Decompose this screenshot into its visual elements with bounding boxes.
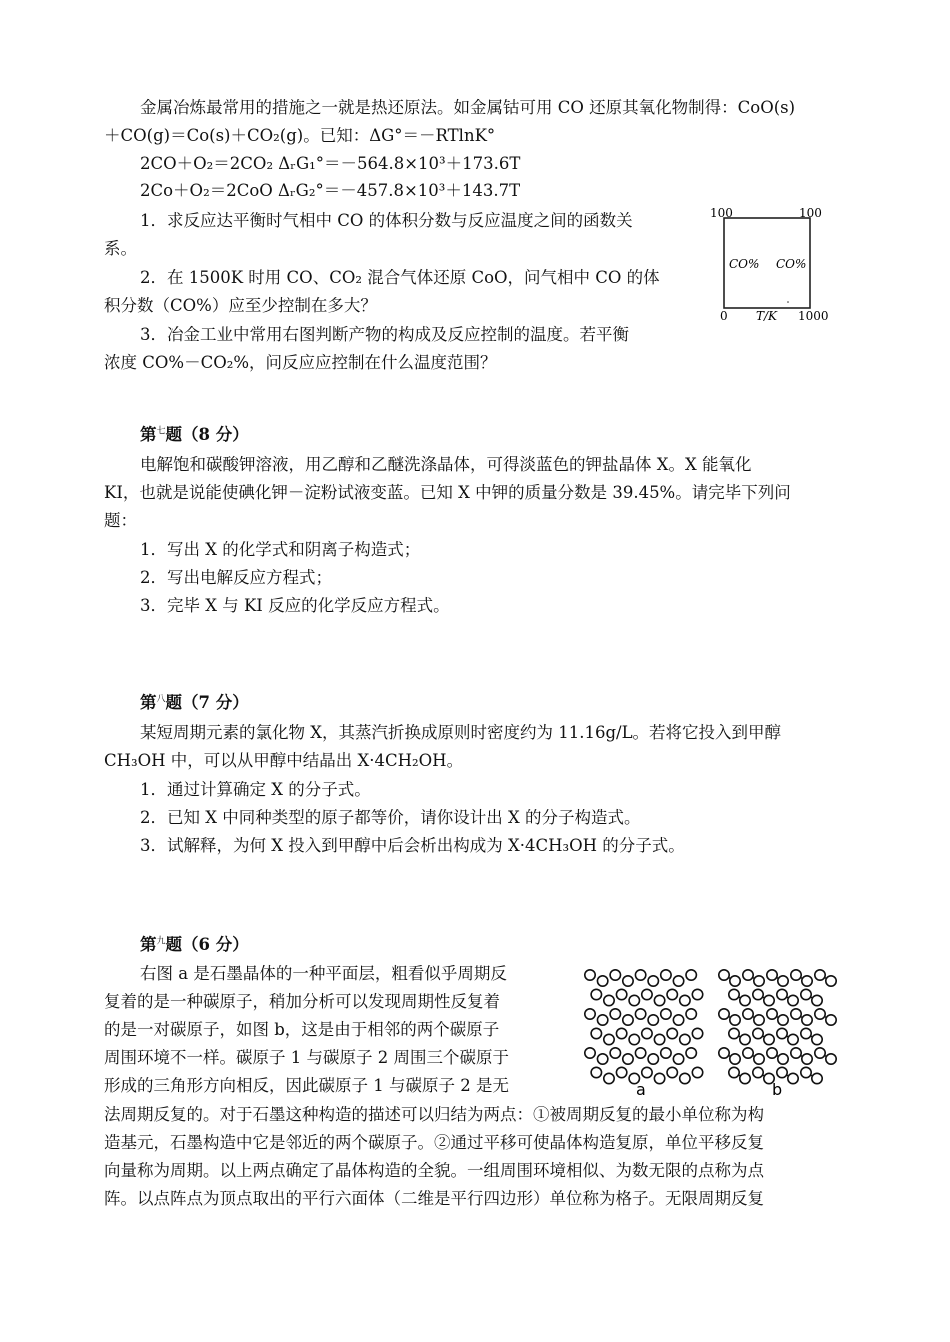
q7-item-3: 3．完毕 X 与 KI 反应的化学反应方程式。 xyxy=(140,596,450,615)
carbon-atom-2 xyxy=(788,995,798,1005)
carbon-atom-2 xyxy=(764,995,774,1005)
q9-line-7: 造基元，石墨构造中它是邻近的两个碳原子。②通过平移可使晶体构造复原，单位平移反复 xyxy=(104,1133,764,1152)
carbon-atom-2 xyxy=(826,1054,836,1064)
q9-line-5: 形成的三角形方向相反，因此碳原子 1 与碳原子 2 是无 xyxy=(104,1076,509,1095)
carbon-atom xyxy=(585,970,595,980)
carbon-atom xyxy=(642,989,652,999)
q8-title-suffix: 题（7 分） xyxy=(165,693,249,712)
carbon-atom xyxy=(686,1009,696,1019)
figure-dot xyxy=(787,301,789,303)
carbon-atom-1 xyxy=(801,989,811,999)
carbon-atom-2 xyxy=(740,1034,750,1044)
carbon-atom-2 xyxy=(730,976,740,986)
q8-title xyxy=(140,693,249,713)
carbon-atom-2 xyxy=(826,976,836,986)
carbon-atom-2 xyxy=(754,1015,764,1025)
carbon-atom xyxy=(648,1015,658,1025)
carbon-atom-2 xyxy=(778,1054,788,1064)
q6-item-1-cont: 系。 xyxy=(104,239,137,258)
q7-line-2: KI，也就是说能使碘化钾－淀粉试液变蓝。已知 X 中钾的质量分数是 39.45%。请完毕下列问 xyxy=(104,483,791,502)
carbon-atom-2 xyxy=(802,1015,812,1025)
carbon-atom xyxy=(680,995,690,1005)
carbon-atom-1 xyxy=(791,1048,801,1058)
q8-line-1: 某短周期元素的氯化物 X，其蒸汽折换成原则时密度约为 11.16g/L。若将它投入到甲醇 xyxy=(140,723,782,742)
carbon-atom-1 xyxy=(777,989,787,999)
carbon-atom-1 xyxy=(753,1028,763,1038)
carbon-atom xyxy=(692,1067,702,1077)
carbon-atom xyxy=(604,1034,614,1044)
carbon-atom-2 xyxy=(802,1054,812,1064)
q8-line-2: CH₃OH 中，可以从甲醇中结晶出 X·4CH₂OH。 xyxy=(104,751,464,770)
figure-bottom-right-label: 1000 xyxy=(798,309,829,323)
graphite-layer-figure-b xyxy=(712,965,840,1097)
carbon-atom xyxy=(623,1054,633,1064)
carbon-atom-1 xyxy=(815,1009,825,1019)
q6-item-2: 2．在 1500K 时用 CO、CO₂ 混合气体还原 CoO，问气相中 CO 的体 xyxy=(140,268,660,287)
carbon-atom-1 xyxy=(815,1048,825,1058)
q9-line-8: 向量称为周期。以上两点确定了晶体构造的全貌。一组周围环境相似、为数无限的点称为点 xyxy=(104,1161,764,1180)
carbon-atom-2 xyxy=(812,1073,822,1083)
carbon-atom xyxy=(610,1009,620,1019)
carbon-atom-1 xyxy=(767,970,777,980)
q7-title xyxy=(140,425,249,445)
carbon-atom xyxy=(635,970,645,980)
carbon-atom xyxy=(686,1048,696,1058)
carbon-atom xyxy=(648,976,658,986)
carbon-atom xyxy=(635,1048,645,1058)
carbon-atom-1 xyxy=(743,970,753,980)
carbon-atom-2 xyxy=(754,1054,764,1064)
carbon-atom xyxy=(642,1028,652,1038)
carbon-atom xyxy=(616,1067,626,1077)
carbon-atom-1 xyxy=(777,1028,787,1038)
carbon-atom-1 xyxy=(777,1067,787,1077)
carbon-atom-2 xyxy=(788,1034,798,1044)
q9-title-prefix: 第 xyxy=(140,935,157,954)
q9-line-4: 周围环境不一样。碳原子 1 与碳原子 2 周围三个碳原于 xyxy=(104,1048,509,1067)
carbon-atom xyxy=(585,1048,595,1058)
carbon-atom-2 xyxy=(764,1034,774,1044)
q9-line-3: 的是一对碳原子，如图 b，这是由于相邻的两个碳原子 xyxy=(104,1020,500,1039)
graphite-layer-figure-a xyxy=(580,965,705,1097)
figure-a-label: a xyxy=(636,1080,646,1097)
carbon-atom xyxy=(591,989,601,999)
figure-temperature-axis: T/K xyxy=(756,309,778,323)
graphite-b-lattice xyxy=(719,970,836,1084)
q7-item-2: 2．写出电解反应方程式； xyxy=(140,568,332,587)
carbon-atom-1 xyxy=(743,1009,753,1019)
carbon-atom-1 xyxy=(729,989,739,999)
carbon-atom xyxy=(692,1028,702,1038)
figure-top-left-label: 100 xyxy=(710,206,733,220)
q6-intro-line-2: ＋CO(g)＝Co(s)＋CO₂(g)。已知：ΔG°＝－RTlnK° xyxy=(104,126,496,145)
carbon-atom xyxy=(604,995,614,1005)
q8-item-2: 2．已知 X 中同种类型的原子都等价，请你设计出 X 的分子构造式。 xyxy=(140,808,641,827)
q8-item-1: 1．通过计算确定 X 的分子式。 xyxy=(140,780,371,799)
carbon-atom-2 xyxy=(740,995,750,1005)
figure-right-axis-label: CO% xyxy=(776,257,807,271)
carbon-atom-1 xyxy=(729,1067,739,1077)
carbon-atom xyxy=(661,1009,671,1019)
q6-intro-line-1: 金属冶炼最常用的措施之一就是热还原法。如金属钴可用 CO 还原其氧化物制得：CoO(s) xyxy=(140,98,796,117)
q7-title-suffix: 题（8 分） xyxy=(165,425,249,444)
carbon-atom xyxy=(616,1028,626,1038)
carbon-atom xyxy=(591,1028,601,1038)
carbon-atom xyxy=(680,1073,690,1083)
co-percent-figure xyxy=(700,200,840,325)
carbon-atom xyxy=(585,1009,595,1019)
carbon-atom xyxy=(648,1054,658,1064)
carbon-atom xyxy=(686,970,696,980)
carbon-atom-1 xyxy=(729,1028,739,1038)
figure-bottom-left-label: 0 xyxy=(720,309,728,323)
carbon-atom-1 xyxy=(719,1009,729,1019)
carbon-atom xyxy=(680,1034,690,1044)
carbon-atom xyxy=(597,1015,607,1025)
q6-item-3-cont: 浓度 CO%－CO₂%，问反应应控制在什么温度范围？ xyxy=(104,353,497,372)
q8-title-prefix: 第 xyxy=(140,693,157,712)
carbon-atom-1 xyxy=(719,1048,729,1058)
q6-equation-2: 2Co＋O₂＝2CoO ΔᵣG₂°＝－457.8×10³＋143.7T xyxy=(140,181,521,200)
figure-top-right-label: 100 xyxy=(799,206,822,220)
carbon-atom-1 xyxy=(801,1028,811,1038)
q9-title-suffix: 题（6 分） xyxy=(165,935,249,954)
carbon-atom-2 xyxy=(778,1015,788,1025)
carbon-atom-2 xyxy=(778,976,788,986)
carbon-atom-1 xyxy=(719,970,729,980)
carbon-atom xyxy=(623,1015,633,1025)
q8-title-number: 八 xyxy=(156,694,166,705)
carbon-atom-2 xyxy=(740,1073,750,1083)
q9-line-1: 右图 a 是石墨晶体的一种平面层，粗看似乎周期反 xyxy=(140,964,507,983)
q6-item-2-cont: 积分数（CO%）应至少控制在多大？ xyxy=(104,296,377,315)
carbon-atom xyxy=(667,1028,677,1038)
q6-item-3: 3．冶金工业中常用右图判断产物的构成及反应控制的温度。若平衡 xyxy=(140,325,629,344)
carbon-atom-1 xyxy=(791,970,801,980)
figure-b-label: b xyxy=(772,1080,783,1097)
q9-line-2: 复着的是一种碳原子，稍加分析可以发现周期性反复着 xyxy=(104,992,500,1011)
carbon-atom-2 xyxy=(826,1015,836,1025)
carbon-atom xyxy=(597,976,607,986)
q6-equation-1: 2CO＋O₂＝2CO₂ ΔᵣG₁°＝－564.8×10³＋173.6T xyxy=(140,154,521,173)
q7-title-number: 七 xyxy=(156,426,166,437)
carbon-atom-1 xyxy=(767,1009,777,1019)
carbon-atom-1 xyxy=(791,1009,801,1019)
q9-line-6: 法周期反复的。对于石墨这种构造的描述可以归结为两点：①被周期反复的最小单位称为构 xyxy=(104,1105,764,1124)
q7-item-1: 1．写出 X 的化学式和阴离子构造式； xyxy=(140,540,421,559)
q6-item-1: 1．求反应达平衡时气相中 CO 的体积分数与反应温度之间的函数关 xyxy=(140,211,633,230)
carbon-atom xyxy=(654,995,664,1005)
carbon-atom xyxy=(610,970,620,980)
carbon-atom xyxy=(667,989,677,999)
carbon-atom xyxy=(591,1067,601,1077)
carbon-atom xyxy=(635,1009,645,1019)
carbon-atom-2 xyxy=(730,1054,740,1064)
carbon-atom xyxy=(629,1034,639,1044)
q7-line-1: 电解饱和碳酸钾溶液，用乙醇和乙醚洗涤晶体，可得淡蓝色的钾盐晶体 X。X 能氧化 xyxy=(140,455,752,474)
carbon-atom xyxy=(597,1054,607,1064)
q9-title-number: 九 xyxy=(156,936,166,947)
carbon-atom-1 xyxy=(743,1048,753,1058)
carbon-atom-2 xyxy=(812,995,822,1005)
carbon-atom-2 xyxy=(754,976,764,986)
carbon-atom xyxy=(661,1048,671,1058)
q7-line-3: 题： xyxy=(104,511,137,530)
carbon-atom xyxy=(673,1015,683,1025)
carbon-atom-2 xyxy=(812,1034,822,1044)
carbon-atom xyxy=(604,1073,614,1083)
q9-line-9: 阵。以点阵点为顶点取出的平行六面体（二维是平行四边形）单位称为格子。无限周期反复 xyxy=(104,1189,764,1208)
carbon-atom xyxy=(654,1073,664,1083)
carbon-atom xyxy=(667,1067,677,1077)
q9-title xyxy=(140,935,249,955)
carbon-atom-1 xyxy=(753,989,763,999)
carbon-atom xyxy=(692,989,702,999)
carbon-atom xyxy=(610,1048,620,1058)
carbon-atom-2 xyxy=(788,1073,798,1083)
figure-left-axis-label: CO% xyxy=(729,257,760,271)
carbon-atom xyxy=(642,1067,652,1077)
carbon-atom-1 xyxy=(767,1048,777,1058)
q8-item-3: 3．试解释，为何 X 投入到甲醇中后会析出构成为 X·4CH₃OH 的分子式。 xyxy=(140,836,685,855)
carbon-atom-2 xyxy=(730,1015,740,1025)
carbon-atom-2 xyxy=(802,976,812,986)
carbon-atom-1 xyxy=(753,1067,763,1077)
graphite-a-lattice xyxy=(585,970,703,1084)
carbon-atom-1 xyxy=(815,970,825,980)
q7-title-prefix: 第 xyxy=(140,425,157,444)
carbon-atom xyxy=(623,976,633,986)
carbon-atom xyxy=(673,1054,683,1064)
carbon-atom xyxy=(629,995,639,1005)
carbon-atom xyxy=(616,989,626,999)
carbon-atom xyxy=(661,970,671,980)
carbon-atom xyxy=(654,1034,664,1044)
carbon-atom-1 xyxy=(801,1067,811,1077)
carbon-atom xyxy=(673,976,683,986)
